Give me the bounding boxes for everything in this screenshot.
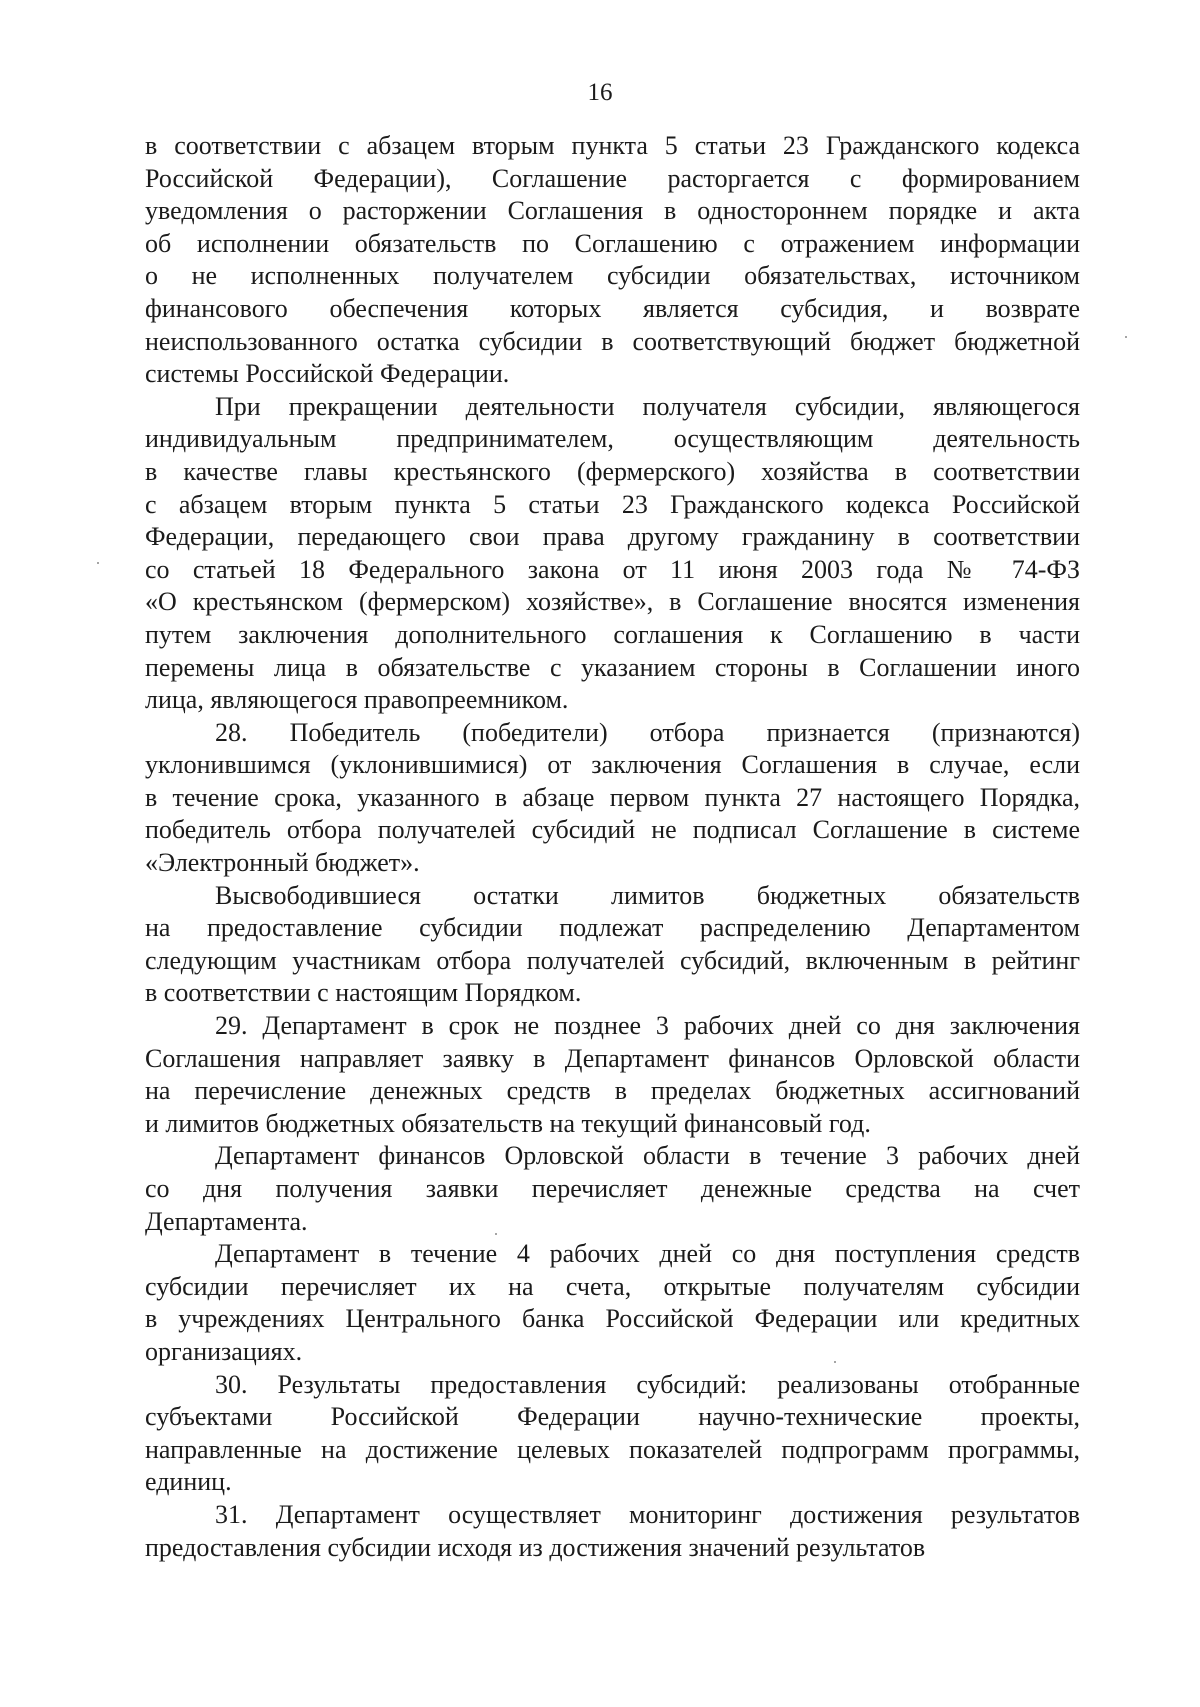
scan-speck — [834, 1361, 836, 1363]
text-line: «О крестьянском (фермерском) хозяйстве», в Соглашение вносятся изменения — [145, 587, 1080, 617]
paragraph-p1 — [145, 130, 1080, 391]
text-line: субсидии перечисляет их на счета, открытые получателям субсидии — [145, 1271, 1080, 1301]
paragraph-p5 — [145, 1010, 1080, 1140]
text-line: в качестве главы крестьянского (фермерского) хозяйства в соответствии — [145, 456, 1080, 486]
text-line: уведомления о расторжении Соглашения в одностороннем порядке и акта — [145, 196, 1080, 226]
text-line: и лимитов бюджетных обязательств на текущий финансовый год. — [145, 1108, 871, 1138]
text-line: Российской Федерации), Соглашение расторгается с формированием — [145, 163, 1080, 193]
text-line: предоставления субсидии исходя из достижения значений результатов — [145, 1532, 926, 1562]
paragraph-p3 — [145, 717, 1080, 880]
text-line: в соответствии с абзацем вторым пункта 5 статьи 23 Гражданского кодекса — [145, 131, 1080, 160]
scan-speck — [97, 562, 99, 564]
text-line: перемены лица в обязательстве с указанием стороны в Соглашении иного — [145, 652, 1080, 682]
text-line: со дня получения заявки перечисляет денежные средства на счет — [145, 1174, 1080, 1203]
paragraph-p9 — [145, 1499, 1080, 1564]
document-body — [145, 130, 1080, 1564]
text-line: 28. Победитель (победители) отбора признается (признаются) — [215, 717, 1080, 747]
text-line: о не исполненных получателем субсидии обязательствах, источником — [145, 261, 1080, 291]
text-line: об исполнении обязательств по Соглашению с отражением информации — [145, 228, 1080, 258]
text-line: Высвободившиеся остатки лимитов бюджетных обязательств — [215, 880, 1080, 910]
paragraph-p4 — [145, 880, 1080, 1010]
text-line: Департамента. — [145, 1206, 308, 1236]
paragraph-p8 — [145, 1369, 1080, 1499]
text-line: 30. Результаты предоставления субсидий: реализованы отобранные — [215, 1369, 1080, 1399]
text-line: «Электронный бюджет». — [145, 848, 420, 878]
text-line: неиспользованного остатка субсидии в соответствующий бюджет бюджетной — [145, 326, 1080, 356]
text-line: со статьей 18 Федерального закона от 11 июня 2003 года № 74-ФЗ — [145, 554, 1080, 584]
text-line: на предоставление субсидии подлежат распределению Департаментом — [145, 913, 1080, 943]
text-line: Департамент финансов Орловской области в течение 3 рабочих дней — [215, 1141, 1080, 1171]
text-line: организациях. — [145, 1336, 303, 1366]
text-line: финансового обеспечения которых является субсидия, и возврате — [145, 293, 1080, 323]
scan-speck — [495, 1233, 497, 1235]
scan-speck — [1125, 336, 1127, 338]
paragraph-p6 — [145, 1140, 1080, 1238]
text-line: с абзацем вторым пункта 5 статьи 23 Гражданского кодекса Российской — [145, 489, 1080, 519]
text-line: 31. Департамент осуществляет мониторинг достижения результатов — [215, 1499, 1080, 1529]
text-line: 29. Департамент в срок не позднее 3 рабочих дней со дня заключения — [215, 1011, 1080, 1041]
paragraph-p7 — [145, 1238, 1080, 1368]
text-line: в течение срока, указанного в абзаце первом пункта 27 настоящего Порядка, — [145, 782, 1080, 812]
page-number: 16 — [587, 79, 613, 106]
text-line: индивидуальным предпринимателем, осуществляющим деятельность — [145, 424, 1080, 454]
text-line: победитель отбора получателей субсидий не подписал Соглашение в системе — [145, 815, 1080, 845]
paragraph-p2 — [145, 391, 1080, 717]
text-line: При прекращении деятельности получателя субсидии, являющегося — [215, 391, 1080, 421]
text-line: в соответствии с настоящим Порядком. — [145, 978, 582, 1008]
text-line: субъектами Российской Федерации научно-технические проекты, — [145, 1402, 1080, 1432]
text-line: Соглашения направляет заявку в Департамент финансов Орловской области — [145, 1043, 1080, 1073]
text-line: путем заключения дополнительного соглашения к Соглашению в части — [145, 619, 1080, 649]
text-line: уклонившимся (уклонившимися) от заключения Соглашения в случае, если — [145, 750, 1080, 780]
text-line: Департамент в течение 4 рабочих дней со дня поступления средств — [215, 1239, 1080, 1269]
text-line: лица, являющегося правопреемником. — [145, 685, 569, 715]
text-line: направленные на достижение целевых показателей подпрограмм программы, — [145, 1434, 1080, 1464]
text-line: следующим участникам отбора получателей субсидий, включенным в рейтинг — [145, 945, 1080, 975]
text-line: единиц. — [145, 1467, 232, 1497]
text-line: системы Российской Федерации. — [145, 359, 510, 389]
text-line: на перечисление денежных средств в пределах бюджетных ассигнований — [145, 1076, 1080, 1106]
text-line: Федерации, передающего свои права другому гражданину в соответствии — [145, 522, 1080, 552]
text-line: в учреждениях Центрального банка Российской Федерации или кредитных — [145, 1304, 1080, 1334]
